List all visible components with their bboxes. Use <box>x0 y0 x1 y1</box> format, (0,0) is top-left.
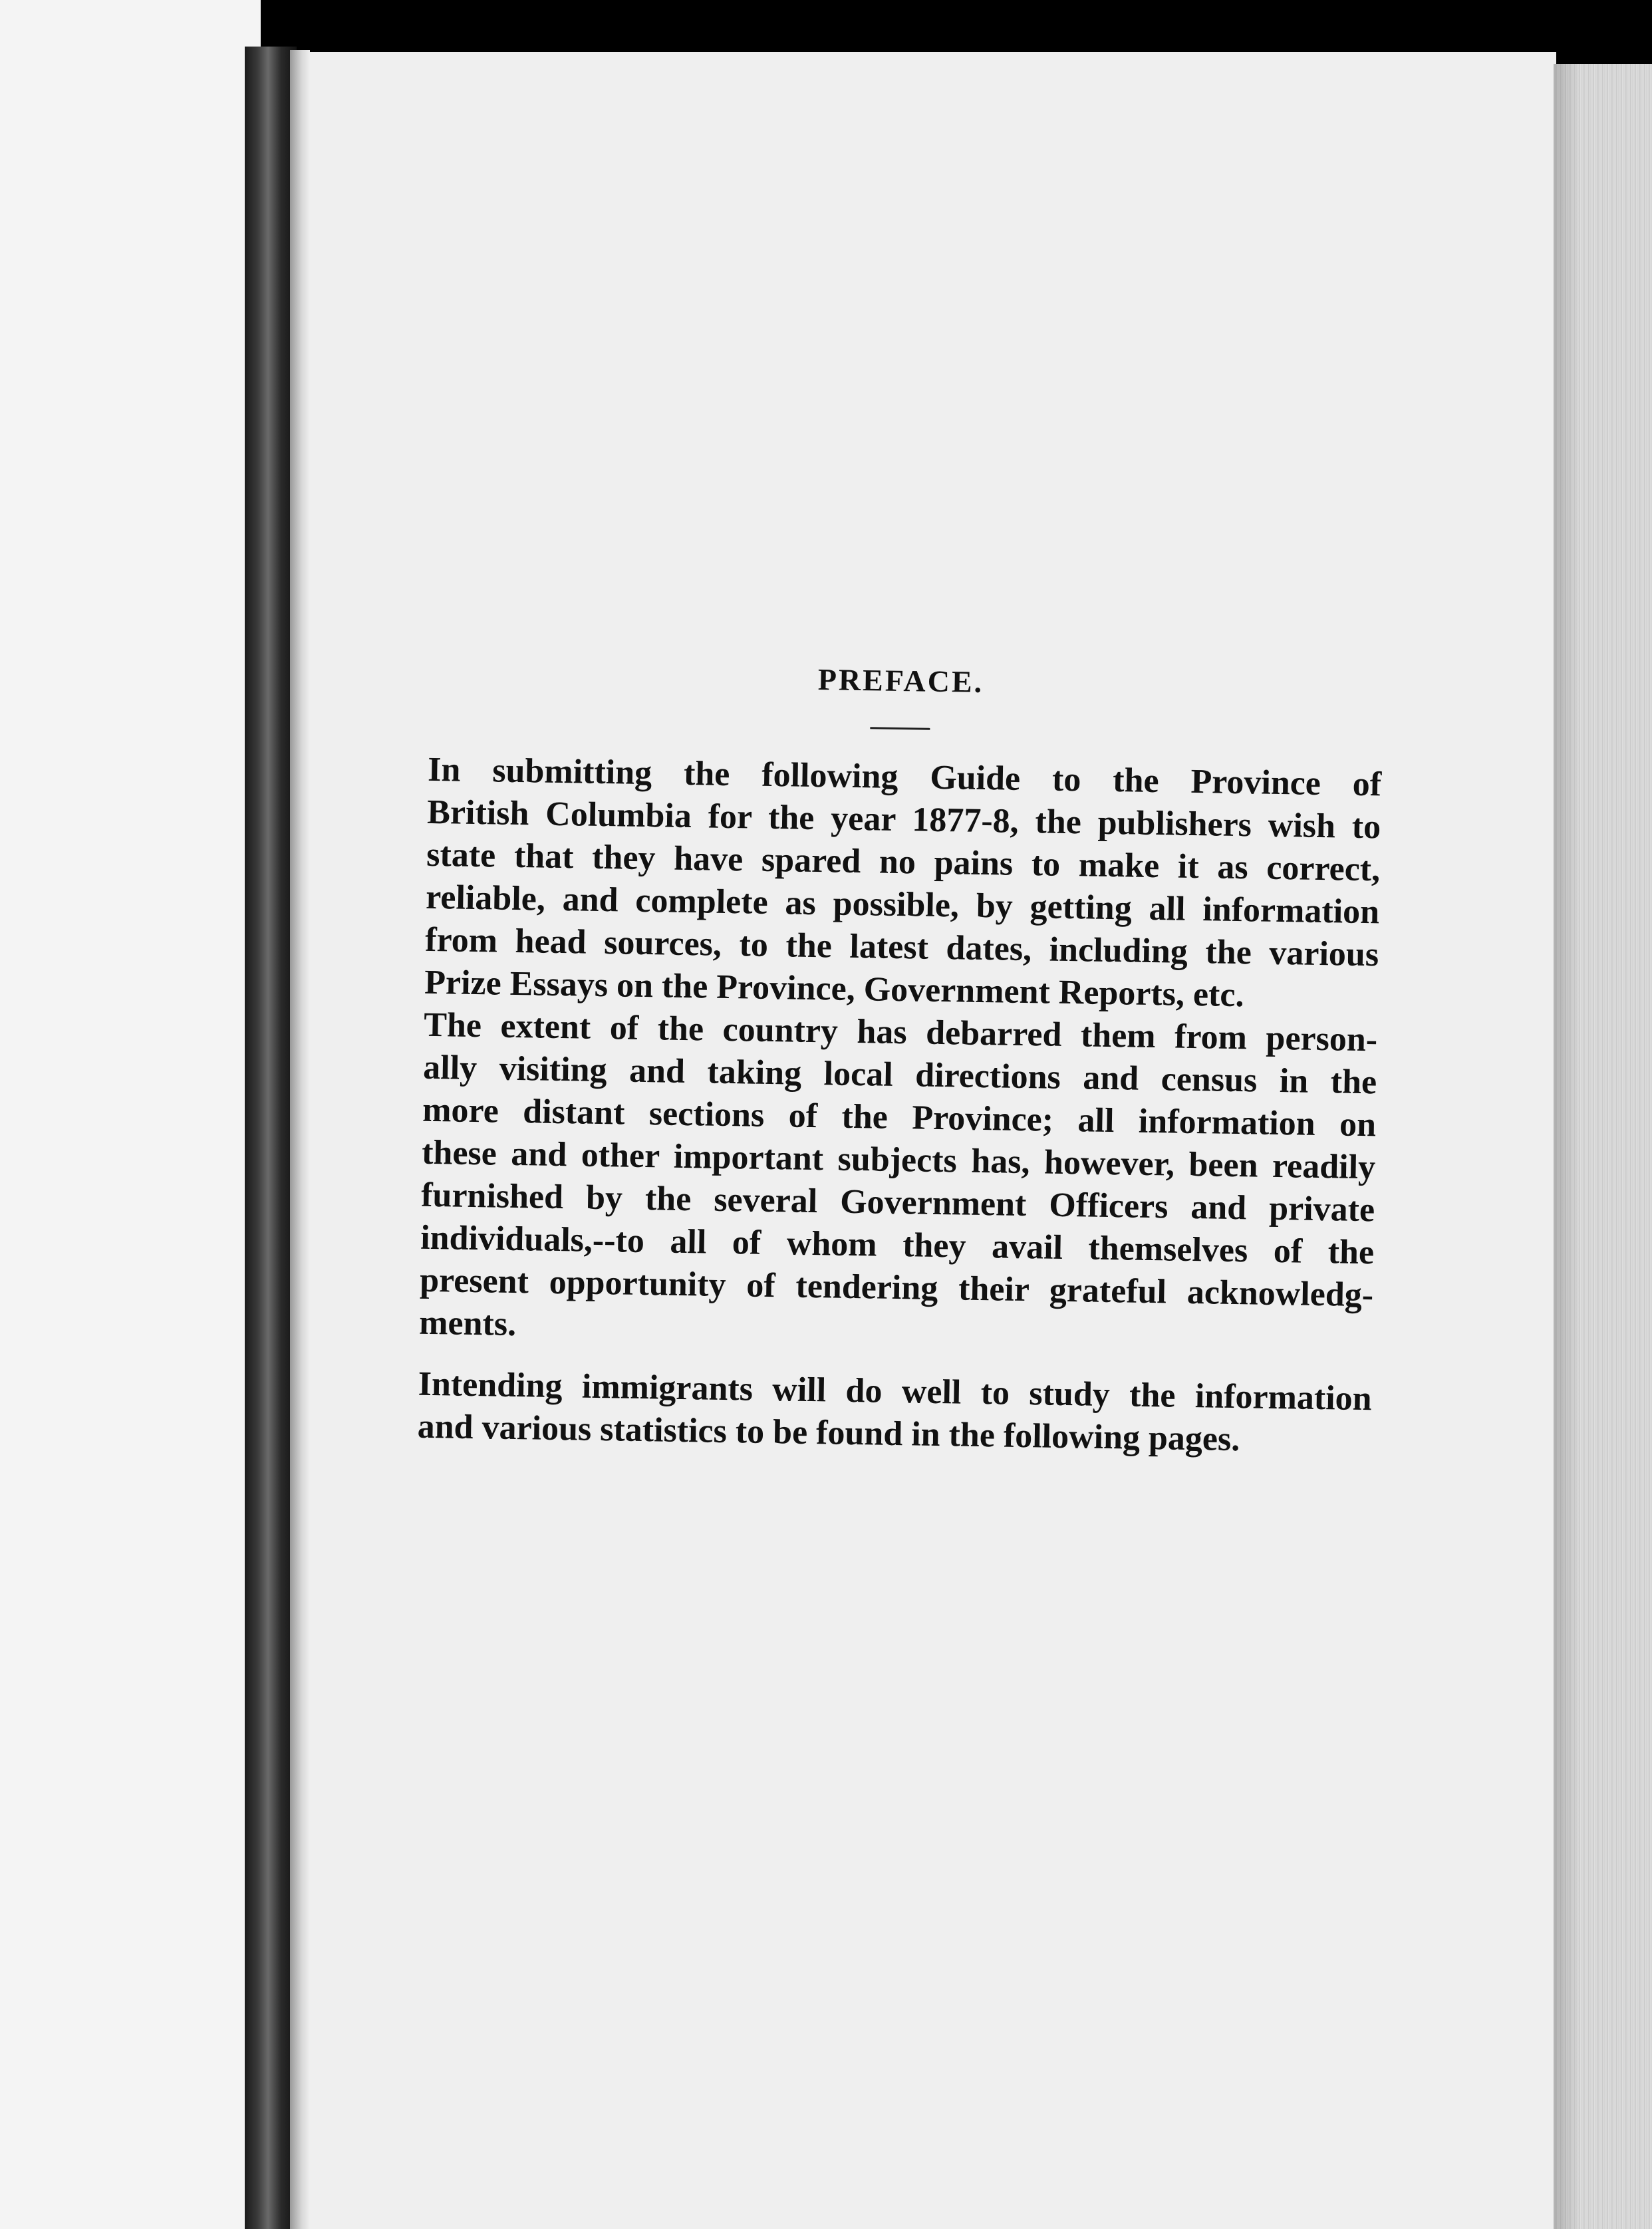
paragraph-line: British Columbia for the year 1877-8, the publishers wish to <box>426 793 1381 847</box>
paragraph-line: from head sources, to the latest dates, including the various <box>424 920 1379 974</box>
paragraph-line: these and other important subjects has, however, been readily <box>421 1133 1376 1187</box>
paragraph-line: The extent of the country has debarred them from person- <box>423 1005 1378 1059</box>
paragraph-line: Prize Essays on the Province, Government Reports, etc. <box>424 963 1244 1015</box>
paragraph-line: present opportunity of tendering their grateful acknowledg- <box>419 1261 1374 1315</box>
paragraph-line: ally visiting and taking local directions and census in the <box>422 1048 1377 1102</box>
paragraph-line: and various statistics to be found in the following pages. <box>417 1407 1240 1459</box>
paragraph-line: more distant sections of the Province; all information on <box>422 1091 1377 1144</box>
preface-section <box>380 655 1383 1463</box>
title-rule <box>870 727 930 729</box>
paragraph-line: state that they have spared no pains to make it as correct, <box>426 835 1381 889</box>
page-edges-shade <box>1554 64 1580 2229</box>
paragraph-line: ments. <box>418 1303 517 1344</box>
paragraph-line: reliable, and complete as possible, by getting all information <box>425 878 1380 932</box>
preface-paragraph-1 <box>387 748 1382 1019</box>
paragraph-line: furnished by the several Government Officers and private <box>420 1176 1375 1230</box>
gutter-shadow <box>290 50 310 2229</box>
left-page-blank <box>0 0 261 2229</box>
paragraph-line: individuals,--to all of whom they avail themselves of the <box>420 1218 1375 1272</box>
paragraph-line: Intending immigrants will do well to study the information <box>418 1365 1373 1418</box>
paragraph-line: In submitting the following Guide to the Province of <box>427 750 1382 804</box>
book-gutter <box>245 47 297 2229</box>
preface-paragraph-3 <box>380 1363 1372 1463</box>
preface-paragraph-2 <box>382 1003 1378 1359</box>
preface-title: PREFACE. <box>817 662 984 699</box>
